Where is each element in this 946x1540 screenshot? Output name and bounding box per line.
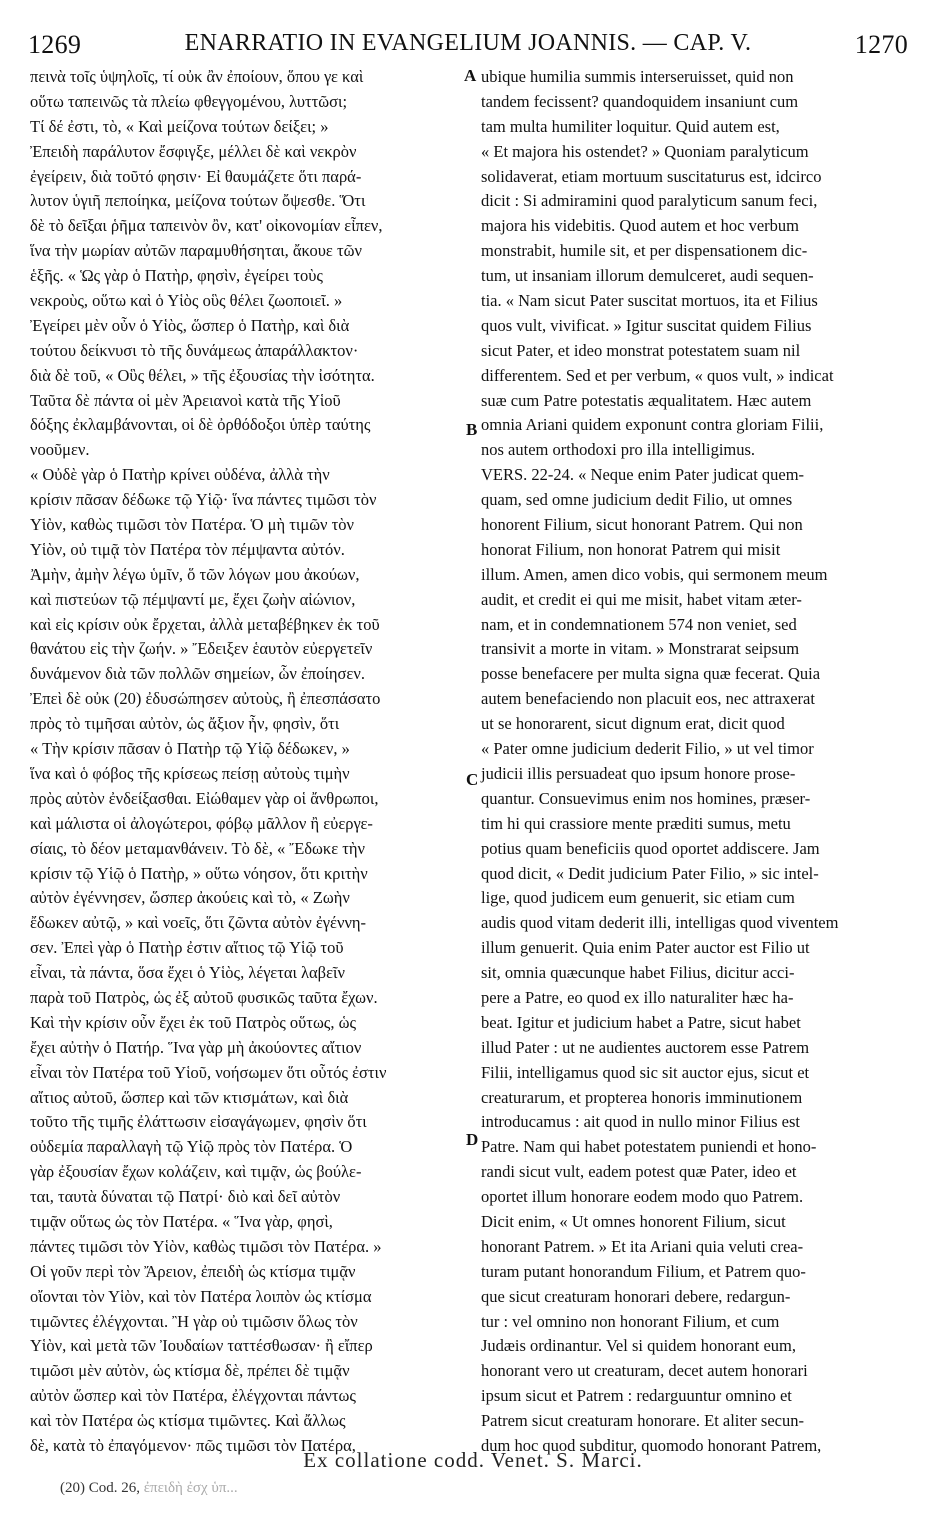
latin-text-line: suæ cum Patre potestatis æqualitatem. Hæc autem bbox=[481, 390, 812, 410]
greek-text-line: πρὸς τὸ τιμῆσαι αὐτὸν, ὡς ἄξιον ἦν, φησὶν, ὅτι bbox=[30, 714, 340, 734]
latin-text-line: Patrem sicut creaturam honorare. Et aliter secun- bbox=[481, 1411, 804, 1431]
latin-text-line: illum genuerit. Quia enim Pater auctor est Filio ut bbox=[481, 938, 810, 958]
greek-text-line: καὶ εἰς κρίσιν οὐκ ἔρχεται, ἀλλὰ μεταβέβηκεν ἐκ τοῦ bbox=[30, 614, 380, 634]
latin-text-line: lige, quod judicem eum genuerit, sic etiam cum bbox=[481, 888, 795, 908]
latin-text-line: que sicut creaturam honorari debere, redargun- bbox=[481, 1286, 791, 1306]
latin-text-line: ubique humilia summis interseruisset, quid non bbox=[481, 67, 794, 86]
latin-text-line: ut se honorarent, sicut dignum erat, dicit quod bbox=[481, 714, 785, 734]
latin-text-line: illum. Amen, amen dico vobis, qui sermonem meum bbox=[481, 564, 828, 584]
section-marker-a: A bbox=[464, 66, 477, 85]
greek-text-line: τούτου δείκνυσι τὸ τῆς δυνάμεως ἀπαράλλακτον· bbox=[30, 340, 359, 360]
greek-text-line: οἴονται τὸν Υἱὸν, καὶ τὸν Πατέρα λοιπὸν ὡς κτίσμα bbox=[30, 1286, 372, 1306]
greek-text-line: αὐτὸν ἐγέννησεν, ὥσπερ ἀκούεις καὶ τὸ, « Ζωὴν bbox=[30, 888, 350, 908]
latin-text-line: ipsum sicut et Patrem : redarguuntur omnino et bbox=[481, 1386, 792, 1406]
latin-text-line: « Pater omne judicium dederit Filio, » ut vel timor bbox=[481, 739, 814, 759]
greek-text-line: Ἐπειδὴ παράλυτον ἔσφιγξε, μέλλει δὲ καὶ νεκρὸν bbox=[30, 141, 357, 161]
latin-text-line: Filii, intelligamus quod sic sit auctor ejus, sicut et bbox=[481, 1062, 810, 1082]
page-header bbox=[28, 30, 908, 60]
footnote-faded-text: ἐπειδὴ ἐσχ ὑπ... bbox=[143, 1480, 238, 1496]
latin-text-line: honorat Filium, non honorat Patrem qui misit bbox=[481, 539, 781, 559]
greek-text-line: τιμῶντες ἐλέγχονται. Ἢ γὰρ οὐ τιμῶσιν ὅλως τὸν bbox=[30, 1311, 358, 1331]
section-marker-c: C bbox=[466, 770, 479, 789]
greek-text-line: σίαις, τὸ δέον μεταμανθάνειν. Τὸ δὲ, « Ἔδωκε τὴν bbox=[30, 838, 365, 858]
latin-text-line: illud Pater : ut ne audientes auctorem esse Patrem bbox=[481, 1037, 810, 1057]
latin-text-line: judicii illis persuadeat quo ipsum honore prose- bbox=[481, 763, 796, 783]
latin-text-line: creaturarum, et propterea honoris imminutionem bbox=[481, 1087, 803, 1107]
greek-text-line: Ἐπεὶ δὲ οὐκ (20) ἐδυσώπησεν αὐτοὺς, ἢ ἐπεσπάσατο bbox=[30, 689, 381, 709]
greek-text-line: τοῦτο τῆς τιμῆς ἐλάττωσιν εἰσαγάγωμεν, φησὶν ὅτι bbox=[30, 1112, 367, 1132]
latin-text-line: honorant vero ut creaturam, decet autem honorari bbox=[481, 1361, 808, 1381]
greek-text-line: Υἱὸν, καθὼς τιμῶσι τὸν Πατέρα. Ὁ μὴ τιμῶν τὸν bbox=[30, 515, 354, 535]
greek-text-line: ἵνα τὴν μωρίαν αὐτῶν παραμυθήσηται, ἄκουε τῶν bbox=[30, 241, 362, 261]
greek-text-line: οὐδεμία παραλλαγὴ τῷ Υἱῷ πρὸς τὸν Πατέρα. Ὁ bbox=[30, 1137, 353, 1157]
greek-text-line: ἔχει αὐτὴν ὁ Πατήρ. Ἵνα γὰρ μὴ ἀκούοντες αἴτιον bbox=[30, 1037, 362, 1057]
latin-text-line: tia. « Nam sicut Pater suscitat mortuos, ita et Filius bbox=[481, 291, 818, 311]
greek-text-line: « Οὐδὲ γὰρ ὁ Πατὴρ κρίνει οὐδένα, ἀλλὰ τὴν bbox=[30, 465, 330, 485]
greek-text-line: αὐτὸν ὥσπερ καὶ τὸν Πατέρα, ἐλέγχονται πάντως bbox=[30, 1386, 356, 1406]
latin-text-line: Patre. Nam qui habet potestatem puniendi et hono- bbox=[481, 1137, 817, 1157]
latin-text-line: monstrabit, humile sit, et per dispensationem dic- bbox=[481, 241, 808, 261]
latin-text-line: autem benefaciendo non placuit eos, nec attraxerat bbox=[481, 689, 815, 709]
latin-text-line: tur : vel omnino non honorant Filium, et cum bbox=[481, 1311, 780, 1331]
greek-text-line: παρὰ τοῦ Πατρὸς, ὡς ἐξ αὐτοῦ φυσικῶς ταῦτα ἔχων. bbox=[30, 987, 378, 1007]
greek-text-line: Ταῦτα δὲ πάντα οἱ μὲν Ἀρειανοὶ κατὰ τῆς Υἱοῦ bbox=[30, 390, 341, 410]
greek-text-line: καὶ τὸν Πατέρα ὡς κτίσμα τιμῶντες. Καὶ ἄλλως bbox=[30, 1411, 346, 1431]
page-number-right: 1270 bbox=[854, 30, 908, 59]
greek-text-line: εἶναι τὸν Πατέρα τοῦ Υἱοῦ, νοήσωμεν ὅτι οὗτός ἐστιν bbox=[30, 1062, 387, 1082]
latin-text-line: sit, omnia quæcunque habet Filius, dicitur acci- bbox=[481, 963, 795, 983]
greek-text-line: δὲ τὸ δεῖξαι ῥῆμα ταπεινὸν ὂν, κατ' οἰκονομίαν εἶπεν, bbox=[30, 216, 383, 236]
greek-column bbox=[30, 65, 462, 1455]
latin-text-line: sicut Pater, et ideo monstrat potestatem suam nil bbox=[481, 340, 801, 360]
footnote bbox=[60, 1480, 238, 1497]
greek-text-line: ἔδωκεν αὐτῷ, » καὶ νοεῖς, ὅτι ζῶντα αὐτὸν ἐγέννη- bbox=[30, 913, 367, 933]
latin-text-line: pere a Patre, eo quod ex illo naturaliter hæc ha- bbox=[481, 987, 794, 1007]
greek-text-line: δόξης ἐκλαμβάνονται, οἱ δὲ ὀρθόδοξοι ὑπὲρ ταύτης bbox=[30, 415, 371, 435]
greek-text-line: Ἐγείρει μὲν οὖν ὁ Υἱὸς, ὥσπερ ὁ Πατὴρ, καὶ διὰ bbox=[30, 315, 350, 335]
greek-text-line: γὰρ ἐξουσίαν ἔχων κολάζειν, καὶ τιμᾷν, ὡς βούλε- bbox=[30, 1162, 362, 1182]
latin-text-line: audit, et credit ei qui me misit, habet vitam æter- bbox=[481, 589, 802, 609]
greek-text-line: Οἱ γοῦν περὶ τὸν Ἄρειον, ἐπειδὴ ὡς κτίσμα τιμᾷν bbox=[30, 1261, 356, 1281]
greek-text-line: τιμῶσι μὲν αὐτὸν, ὡς κτίσμα δὲ, πρέπει δὲ τιμᾷν bbox=[30, 1361, 350, 1381]
latin-text-line: transivit a morte in vitam. » Monstrarat seipsum bbox=[481, 639, 800, 659]
greek-text-line: νοοῦμεν. bbox=[30, 440, 90, 460]
greek-text-line: Τί δέ ἐστι, τὸ, « Καὶ μείζονα τούτων δείξει; » bbox=[30, 116, 329, 136]
running-title: ENARRATIO IN EVANGELIUM JOANNIS. — CAP. V. bbox=[184, 30, 752, 56]
greek-text-line: Καὶ τὴν κρίσιν οὖν ἔχει ἐκ τοῦ Πατρὸς οὕτως, ὡς bbox=[30, 1012, 356, 1032]
latin-text-line: quam, sed omne judicium dedit Filio, ut omnes bbox=[481, 490, 793, 510]
greek-text-line: σεν. Ἐπεὶ γὰρ ὁ Πατὴρ ἐστιν αἴτιος τῷ Υἱῷ τοῦ bbox=[30, 938, 344, 958]
latin-text-line: tam multa humiliter loquitur. Quid autem est, bbox=[481, 116, 780, 136]
latin-text-line: honorant Patrem. » Et ita Ariani quia veluti crea- bbox=[481, 1236, 804, 1256]
section-marker-b: B bbox=[466, 420, 478, 439]
latin-text-line: quod dicit, « Dedit judicium Pater Filio, » sic intel- bbox=[481, 863, 819, 883]
greek-text-line: πάντες τιμῶσι τὸν Υἱὸν, καθὼς τιμῶσι τὸν Πατέρα. » bbox=[30, 1236, 382, 1256]
greek-text-line: εἶναι, τὰ πάντα, ὅσα ἔχει ὁ Υἱὸς, λέγεται λαβεῖν bbox=[30, 963, 345, 983]
latin-text-line: audis quod vitam dederit illi, intelligas quod viventem bbox=[481, 913, 839, 933]
latin-text-line: VERS. 22-24. « Neque enim Pater judicat quem- bbox=[481, 465, 805, 485]
footnote-reference: (20) Cod. 26, bbox=[60, 1480, 140, 1496]
latin-text-line: turam putant honorandum Filium, et Patrem quo- bbox=[481, 1261, 806, 1281]
latin-text-line: oportet illum honorare eodem modo quo Patrem. bbox=[481, 1187, 804, 1207]
latin-text-line: honorent Filium, sicut honorant Patrem. Qui non bbox=[481, 515, 803, 535]
latin-text-line: quos vult, vivificat. » Igitur suscitat quidem Filius bbox=[481, 315, 812, 335]
latin-column bbox=[481, 65, 911, 1455]
greek-text-line: Υἱὸν, οὐ τιμᾷ τὸν Πατέρα τὸν πέμψαντα αὐτόν. bbox=[30, 539, 345, 559]
greek-text-line: οὕτω ταπεινῶς τὰ πλείω φθεγγομένου, λυττῶσι; bbox=[30, 91, 348, 111]
latin-text-line: omnia Ariani quidem exponunt contra gloriam Filii, bbox=[481, 415, 824, 435]
latin-text-line: dicit : Si admiramini quod paralyticum sanum feci, bbox=[481, 191, 818, 211]
greek-text-line: δὲ, κατὰ τὸ ἐπαγόμενον· πῶς τιμῶσι τὸν Πατέρα, bbox=[30, 1435, 356, 1455]
latin-text-line: tandem fecissent? quandoquidem insaniunt cum bbox=[481, 91, 799, 111]
latin-text-line: beat. Igitur et judicium habet a Patre, sicut habet bbox=[481, 1012, 801, 1032]
greek-text-line: κρίσιν τῷ Υἱῷ ὁ Πατὴρ, » οὕτω νόησον, ὅτι κριτὴν bbox=[30, 863, 368, 883]
greek-text-line: νεκροὺς, οὕτω καὶ ὁ Υἱὸς οὓς θέλει ζωοποιεῖ. » bbox=[30, 291, 343, 311]
greek-text-line: διὰ δὲ τοῦ, « Οὓς θέλει, » τῆς ἐξουσίας τὴν ἰσότητα. bbox=[30, 365, 375, 385]
greek-text-line: δυνάμενον διὰ τῶν πολλῶν σημείων, ὧν ἐποίησεν. bbox=[30, 664, 365, 684]
latin-text-line: introducamus : ait quod in nullo minor Filius est bbox=[481, 1112, 800, 1132]
section-marker-d: D bbox=[466, 1130, 479, 1149]
latin-text-line: Dicit enim, « Ut omnes honorent Filium, sicut bbox=[481, 1211, 786, 1231]
latin-text-line: potius quam beneficiis quod oportet addiscere. Jam bbox=[481, 838, 820, 858]
greek-text-line: ἵνα καὶ ὁ φόβος τῆς κρίσεως πείσῃ αὐτοὺς τιμὴν bbox=[30, 763, 350, 783]
greek-text-line: λυτον ὑγιῆ πεποίηκα, μείζονα τούτων ὄψεσθε. Ὅτι bbox=[30, 191, 366, 211]
greek-text-line: ἑξῆς. « Ὡς γὰρ ὁ Πατὴρ, φησὶν, ἐγείρει τοὺς bbox=[30, 266, 323, 286]
greek-text-line: ται, ταυτὰ δύναται τῷ Πατρί· διὸ καὶ δεῖ αὐτὸν bbox=[30, 1187, 341, 1207]
collation-note: Ex collatione codd. Venet. S. Marci. bbox=[303, 1448, 643, 1472]
greek-text-line: τιμᾷν οὕτως ὡς τὸν Πατέρα. « Ἵνα γὰρ, φησὶ, bbox=[30, 1211, 333, 1231]
greek-text-line: κρίσιν πᾶσαν δέδωκε τῷ Υἱῷ· ἵνα πάντες τιμῶσι τὸν bbox=[30, 490, 377, 510]
latin-text-line: nam, et in condemnationem 574 non veniet, sed bbox=[481, 614, 797, 634]
latin-text-line: differentem. Sed et per verbum, « quos vult, » indicat bbox=[481, 365, 834, 385]
page-number-left: 1269 bbox=[28, 30, 82, 59]
latin-text-line: « Et majora his ostendet? » Quoniam paralyticum bbox=[481, 141, 809, 161]
latin-text-line: tum, ut insaniam illorum demulceret, audi sequen- bbox=[481, 266, 814, 286]
latin-text-line: majora his videbitis. Quod autem et hoc verbum bbox=[481, 216, 800, 236]
greek-text-line: Ἀμὴν, ἀμὴν λέγω ὑμῖν, ὅ τῶν λόγων μου ἀκούων, bbox=[30, 564, 360, 584]
greek-text-line: « Τὴν κρίσιν πᾶσαν ὁ Πατὴρ τῷ Υἱῷ δέδωκεν, » bbox=[30, 739, 350, 759]
latin-text-line: randi sicut vult, eadem potest quæ Pater, ideo et bbox=[481, 1162, 797, 1182]
greek-text-line: πεινὰ τοῖς ὑψηλοῖς, τί οὐκ ἂν ἐποίουν, ὅπου γε καὶ bbox=[30, 67, 364, 86]
latin-text-line: nos autem orthodoxi pro illa intelligimus. bbox=[481, 440, 756, 460]
latin-text-line: tim hi qui crassiore mente præditi sumus, metu bbox=[481, 813, 791, 833]
latin-text-line: Judæis ordinantur. Vel si quidem honorant eum, bbox=[481, 1336, 797, 1356]
latin-text-line: posse benefacere per multa signa quæ fecerat. Quia bbox=[481, 664, 821, 684]
latin-text-line: quantur. Consuevimus enim nos homines, præser- bbox=[481, 788, 811, 808]
greek-text-line: καὶ μάλιστα οἱ ἀλογώτεροι, φόβῳ μᾶλλον ἢ εὐεργε- bbox=[30, 813, 373, 833]
greek-text-line: αἴτιος αὐτοῦ, ὥσπερ καὶ τῶν κτισμάτων, καὶ διὰ bbox=[30, 1087, 349, 1107]
greek-text-line: θανάτου εἰς τὴν ζωήν. » Ἔδειξεν ἑαυτὸν εὐεργετεῖν bbox=[30, 639, 373, 659]
greek-text-line: καὶ πιστεύων τῷ πέμψαντί με, ἔχει ζωὴν αἰώνιον, bbox=[30, 589, 356, 609]
greek-text-line: ἐγείρειν, διὰ τοῦτό φησιν· Εἰ θαυμάζετε ὅτι παρά- bbox=[30, 166, 362, 186]
greek-text-line: Υἱὸν, καὶ μετὰ τῶν Ἰουδαίων ταττέσθωσαν· ἢ εἴπερ bbox=[30, 1336, 373, 1356]
greek-text-line: πρὸς αὐτὸν ἐνδείξασθαι. Εἰώθαμεν γὰρ οἱ ἄνθρωποι, bbox=[30, 788, 379, 808]
latin-text-line: solidaverat, etiam mortuum suscitaturus est, idcirco bbox=[481, 166, 822, 186]
latin-text-line: dum hoc quod subditur, quomodo honorant Patrem, bbox=[481, 1435, 822, 1455]
